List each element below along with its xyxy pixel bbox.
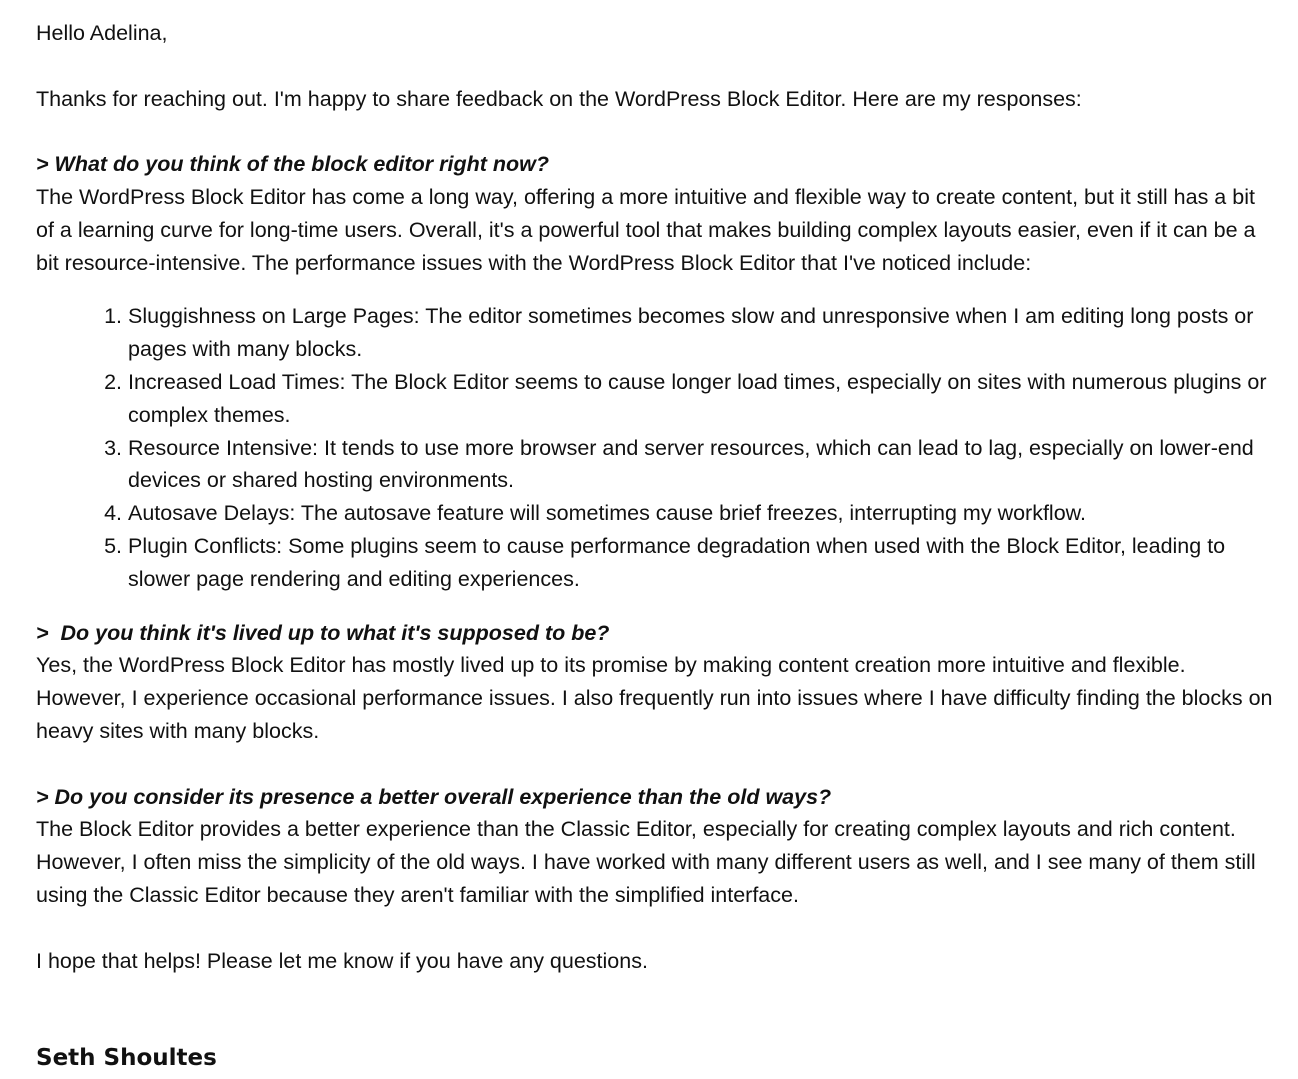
list-item: 1. Sluggishness on Large Pages: The editor sometimes becomes slow and unresponsive when I am editing long posts or pages with many blocks.: [128, 300, 1276, 366]
spacer: [36, 748, 1276, 781]
question-1: > What do you think of the block editor right now?: [36, 152, 549, 177]
signature-name: Seth Shoultes: [36, 1045, 217, 1071]
answer-3: The Block Editor provides a better experience than the Classic Editor, especially for creating complex layouts and rich content. However, I often miss the simplicity of the old ways. I have worked with many different users as well, and I see many of them still using the Classic Editor because they aren't familiar with the simplified interface.: [36, 817, 1256, 907]
list-item: 3. Resource Intensive: It tends to use more browser and server resources, which can lead to lag, especially on lower-end devices or shared hosting environments.: [128, 432, 1276, 498]
list-item: 2. Increased Load Times: The Block Editor seems to cause longer load times, especially on sites with numerous plugins or complex themes.: [128, 366, 1276, 432]
email-body: [36, 17, 1276, 977]
greeting: Hello Adelina,: [36, 21, 168, 45]
spacer: [36, 50, 1276, 83]
closing-line: I hope that helps! Please let me know if you have any questions.: [36, 948, 648, 973]
list-item: 5. Plugin Conflicts: Some plugins seem to cause performance degradation when used with the Block Editor, leading to slower page rendering and editing experiences.: [128, 530, 1276, 596]
spacer: [36, 912, 1276, 945]
question-2: > Do you think it's lived up to what it's supposed to be?: [36, 620, 610, 645]
question-3: > Do you consider its presence a better overall experience than the old ways?: [36, 784, 832, 809]
performance-issues-list: [36, 300, 1276, 595]
spacer: [36, 115, 1276, 148]
answer-2: Yes, the WordPress Block Editor has mostly lived up to its promise by making content creation more intuitive and flexible. However, I experience occasional performance issues. I also frequently run into issues where I have difficulty finding the blocks on heavy sites with many blocks.: [36, 653, 1273, 743]
list-item: 4. Autosave Delays: The autosave feature will sometimes cause brief freezes, interrupting my workflow.: [128, 497, 1276, 530]
intro-paragraph: Thanks for reaching out. I'm happy to share feedback on the WordPress Block Editor. Here are my responses:: [36, 86, 1082, 111]
answer-1: The WordPress Block Editor has come a long way, offering a more intuitive and flexible way to create content, but it still has a bit of a learning curve for long-time users. Overall, it's a powerful tool that makes building complex layouts easier, even if it can be a bit resource-intensive. The performance issues with the WordPress Block Editor that I've noticed include:: [36, 184, 1256, 275]
